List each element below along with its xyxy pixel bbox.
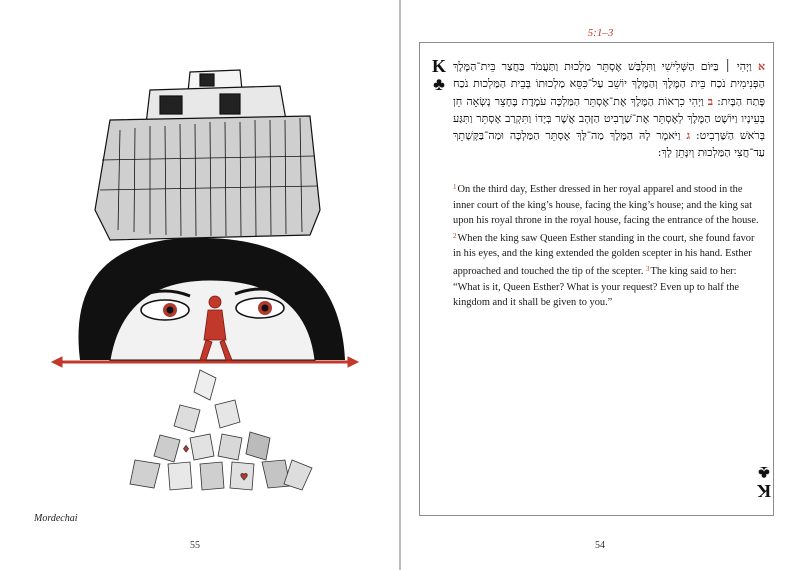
chapter-verse-reference: 5:1–3 bbox=[587, 27, 614, 39]
card-corner-bottom bbox=[753, 464, 775, 500]
verse-number: 2 bbox=[453, 231, 457, 240]
verse-text: The king said to her: “What is it, Queen Esther? What is your request? Even up to half the kingdom and it shall be given to you.” bbox=[453, 265, 740, 309]
hebrew-line: עַד־חֲצִי הַמַּלְכוּת וְיִנָּתֵן לָךְ: bbox=[657, 146, 765, 160]
right-page bbox=[401, 0, 800, 570]
verse-number: 1 bbox=[453, 183, 457, 191]
hebrew-line: חֵן בְּעֵינָיו וַיּוֹשֶׁט הַמֶּלֶךְ לְאֶסְתֵּר אֶת־שַׁרְבִיט הַזָּהָב אֲשֶׁר בְּיָדוֹ וַתִּקְרַב אֶסְתֵּר bbox=[453, 94, 765, 125]
page-number-right: 54 bbox=[595, 540, 605, 551]
mordechai-illustration bbox=[40, 60, 370, 500]
english-translation bbox=[453, 180, 765, 311]
hebrew-line: פֶּתַח הַבָּיִת: bbox=[717, 94, 766, 108]
house-of-cards-icon bbox=[130, 370, 312, 490]
hebrew-line: וַיְהִי ׀ בַּיּוֹם הַשְּׁלִישִׁי וַתִּלְבַּשׁ אֶסְתֵּר מַלְכוּת וַתַּעֲמֹד בַּחֲצַר בֵּית־הַמֶּלֶךְ bbox=[453, 60, 752, 73]
crown-tower-icon bbox=[95, 70, 320, 240]
club-icon: ♣ bbox=[758, 463, 770, 483]
card-rank: K bbox=[431, 56, 446, 76]
hebrew-line: הַפְּנִימִית נֹכַח בֵּית הַמֶּלֶךְ וְהַמֶּלֶךְ יוֹשֵׁב עַל־כִּסֵּא מַלְכוּתוֹ בְּבֵית הַמַּלְכוּת נֹכַח bbox=[453, 77, 765, 91]
svg-text:♦: ♦ bbox=[182, 445, 191, 455]
hebrew-line: וַיֹּאמֶר לָהּ הַמֶּלֶךְ מַה־לָּךְ אֶסְתֵּר הַמַּלְכָּה וּמַה־בַּקָּשָׁתֵךְ bbox=[453, 129, 681, 143]
card-corner-top bbox=[428, 57, 450, 93]
club-icon: ♣ bbox=[433, 74, 445, 94]
verse-text: On the third day, Esther dressed in her royal apparel and stood in the inner court of the king’s house, facing the king’s house; and the king sat upon his royal throne in the royal house, facing the entrance of the house. bbox=[453, 184, 759, 227]
verse-marker: ב bbox=[707, 94, 714, 108]
page-number-left: 55 bbox=[190, 540, 200, 551]
hebrew-line: וַתִּגַּע בְּרֹאשׁ הַשַּׁרְבִיט: bbox=[453, 111, 765, 143]
verse-marker: ג bbox=[686, 129, 691, 143]
verse-text: When the king saw Queen Esther standing in the court, she found favor in his eyes, and the king extended the golden scepter in his hand. Esther approached and touched the tip of the scepter. bbox=[453, 232, 755, 277]
hebrew-line: וַיְהִי כִרְאוֹת הַמֶּלֶךְ אֶת־אֶסְתֵּר הַמַּלְכָּה עֹמֶדֶת בֶּחָצֵר נָשְׂאָה bbox=[466, 94, 704, 108]
verse-number: 3 bbox=[646, 264, 650, 273]
svg-text:♥: ♥ bbox=[240, 473, 249, 483]
illustration-caption: Mordechai bbox=[34, 513, 78, 524]
left-page bbox=[0, 0, 399, 570]
hebrew-text-block bbox=[453, 58, 765, 162]
card-rank: K bbox=[757, 481, 772, 501]
verse-marker: א bbox=[757, 60, 766, 73]
